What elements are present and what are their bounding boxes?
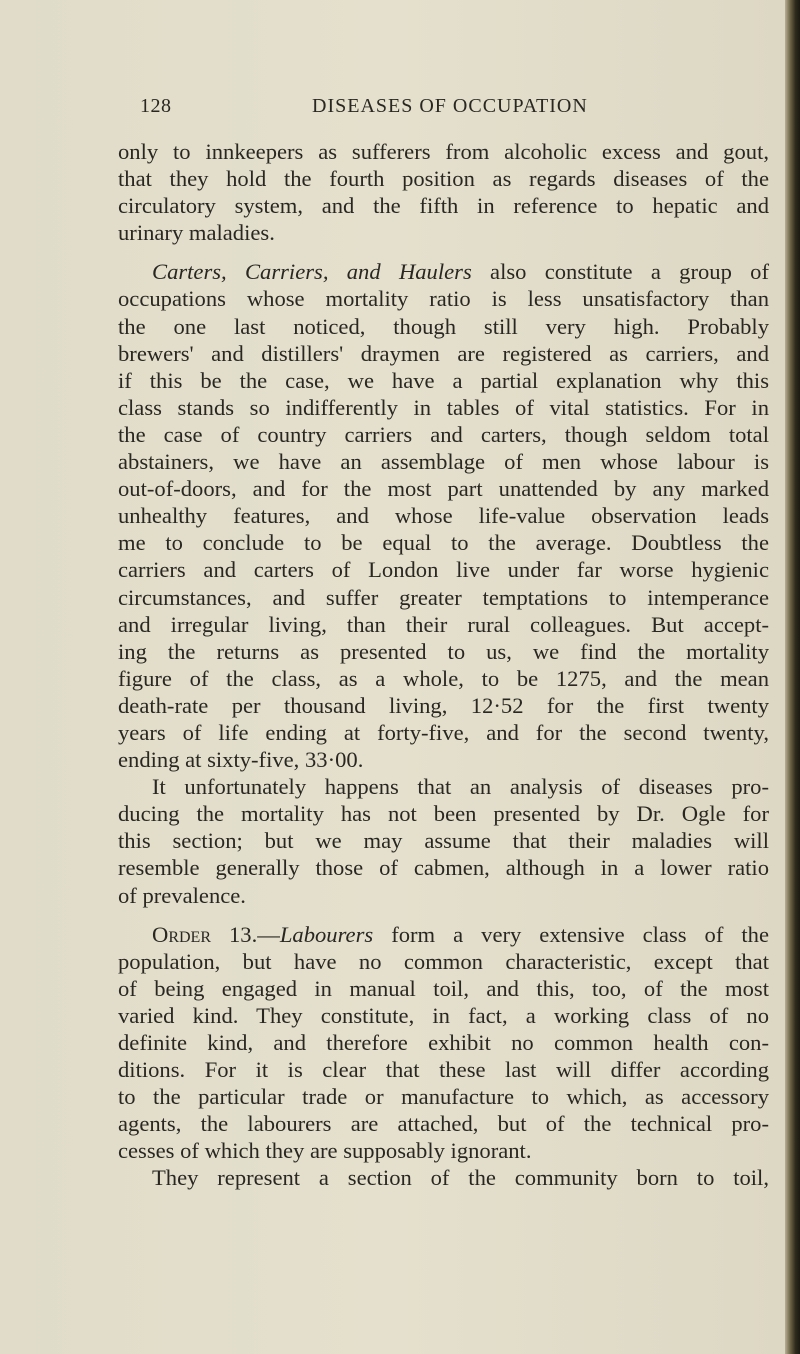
text-line: varied kind. They constitute, in fact, a working class of no bbox=[118, 1002, 769, 1028]
text-line: of being engaged in manual toil, and this, too, of the most bbox=[118, 975, 769, 1001]
text-line: circulatory system, and the fifth in reference to hepatic and bbox=[118, 193, 769, 219]
text-line: class stands so indifferently in tables of vital statistics. For in bbox=[118, 394, 769, 420]
text-line: Carters, Carriers, and Haulers also constitute a group of bbox=[152, 259, 769, 285]
text-line: agents, the labourers are attached, but of the technical pro- bbox=[118, 1111, 769, 1137]
text-line: Order 13.—Labourers form a very extensive class of the bbox=[152, 921, 769, 947]
section-heading-carters: Carters, Carriers, and Haulers bbox=[152, 259, 472, 285]
text-line: years of life ending at forty-five, and for the second twenty, bbox=[118, 719, 769, 745]
section-heading-labourers: Labourers bbox=[279, 921, 374, 947]
text-line: definite kind, and therefore exhibit no common health con- bbox=[118, 1030, 769, 1055]
page-header bbox=[140, 95, 760, 127]
text-line: that they hold the fourth position as regards diseases of the bbox=[118, 166, 769, 192]
text-line: They represent a section of the community born to toil, bbox=[152, 1165, 769, 1191]
text-line: ditions. For it is clear that these last will differ according bbox=[118, 1057, 769, 1083]
text-line: me to conclude to be equal to the average. Doubtless the bbox=[118, 530, 769, 556]
text-line: ing the returns as presented to us, we find the mortality bbox=[118, 638, 769, 664]
text-line: figure of the class, as a whole, to be 1275, and the mean bbox=[118, 665, 769, 691]
section-heading-order: Order 13. bbox=[152, 921, 258, 947]
text-line: population, but have no common characteristic, except that bbox=[118, 948, 769, 974]
text-line: It unfortunately happens that an analysis of diseases pro- bbox=[152, 774, 769, 800]
text-line: the case of country carriers and carters, though seldom total bbox=[118, 421, 769, 447]
book-binding-edge bbox=[785, 0, 800, 1354]
text-line: unhealthy features, and whose life-value observation leads bbox=[118, 503, 769, 529]
text-line: urinary maladies. bbox=[118, 220, 275, 246]
text-line: abstainers, we have an assemblage of men whose labour is bbox=[118, 449, 769, 475]
text-line: death-rate per thousand living, 12·52 for the first twenty bbox=[118, 692, 769, 718]
text-line: out-of-doors, and for the most part unattended by any marked bbox=[118, 476, 769, 502]
text-line: circumstances, and suffer greater temptations to intemperance bbox=[118, 584, 769, 610]
text-line: to the particular trade or manufacture to which, as accessory bbox=[118, 1084, 769, 1110]
text-line: of prevalence. bbox=[118, 882, 246, 908]
text-line: resemble generally those of cabmen, although in a lower ratio bbox=[118, 855, 769, 881]
text-line: cesses of which they are supposably ignorant. bbox=[118, 1138, 532, 1164]
text-line: ducing the mortality has not been presented by Dr. Ogle for bbox=[118, 801, 769, 827]
text-line: the one last noticed, though still very high. Probably bbox=[118, 313, 769, 339]
text-line: if this be the case, we have a partial explanation why this bbox=[118, 367, 769, 393]
body-text bbox=[118, 138, 769, 1192]
text-line: this section; but we may assume that their maladies will bbox=[118, 828, 769, 854]
text-line: brewers' and distillers' draymen are registered as carriers, and bbox=[118, 340, 769, 366]
text-line: ending at sixty-five, 33·00. bbox=[118, 747, 364, 773]
text-line: occupations whose mortality ratio is less unsatisfactory than bbox=[118, 286, 769, 312]
text-line: and irregular living, than their rural colleagues. But accept- bbox=[118, 611, 769, 637]
text-line: only to innkeepers as sufferers from alcoholic excess and gout, bbox=[118, 139, 769, 164]
page-number: 128 bbox=[140, 95, 172, 117]
text-line: carriers and carters of London live under far worse hygienic bbox=[118, 557, 769, 583]
running-head: DISEASES OF OCCUPATION bbox=[312, 95, 588, 117]
